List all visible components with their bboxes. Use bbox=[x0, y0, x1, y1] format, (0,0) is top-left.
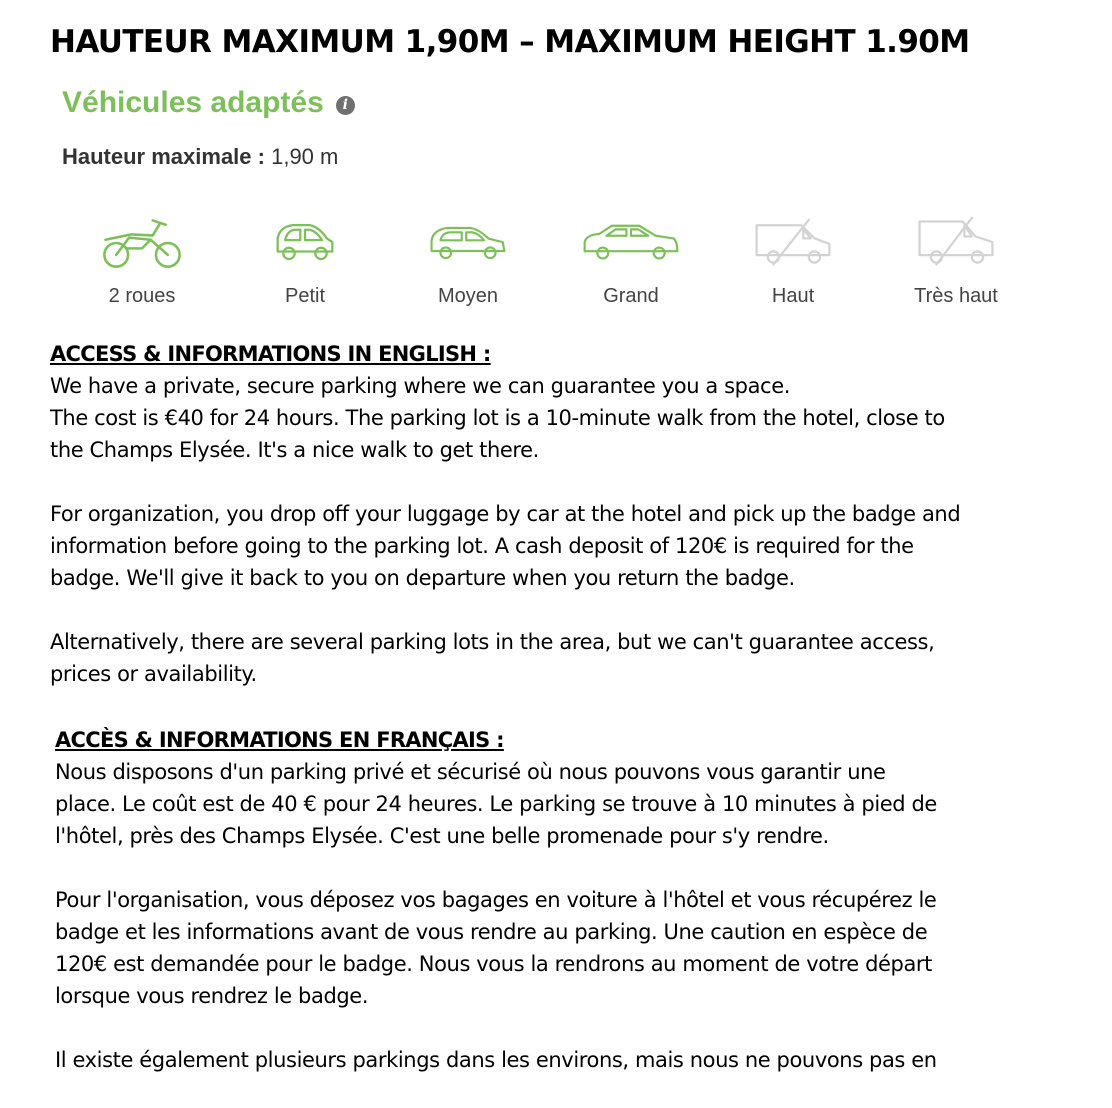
text-line: For organization, you drop off your luggage by car at the hotel and pick up the badge and bbox=[50, 502, 961, 526]
english-paragraph-3 bbox=[50, 626, 1100, 690]
text-line: l'hôtel, près des Champs Elysée. C'est une belle promenade pour s'y rendre. bbox=[55, 824, 829, 848]
french-paragraph-3 bbox=[55, 1044, 1105, 1076]
text-line: Il existe également plusieurs parkings dans les environs, mais nous ne pouvons pas en bbox=[55, 1048, 937, 1072]
english-paragraph-2 bbox=[50, 498, 1100, 594]
vehicle-category-2-roues bbox=[62, 216, 222, 308]
vehicle-category-moyen bbox=[388, 216, 548, 308]
text-line: 120€ est demandée pour le badge. Nous vous la rendrons au moment de votre départ bbox=[55, 952, 932, 976]
text-line: Alternatively, there are several parking lots in the area, but we can't guarantee access, bbox=[50, 630, 935, 654]
motorcycle-icon bbox=[99, 216, 185, 270]
vehicle-category-label: 2 roues bbox=[108, 285, 176, 307]
max-height-value: 1,90 m bbox=[271, 144, 339, 169]
vehicle-category-label: Grand bbox=[603, 285, 659, 307]
english-heading: ACCESS & INFORMATIONS IN ENGLISH : bbox=[50, 342, 491, 366]
text-line: Pour l'organisation, vous déposez vos bagages en voiture à l'hôtel et vous récupérez le bbox=[55, 888, 937, 912]
vehicle-category-tres-haut bbox=[876, 216, 1036, 308]
vehicle-category-petit bbox=[225, 216, 385, 308]
text-line: the Champs Elysée. It's a nice walk to get there. bbox=[50, 438, 539, 462]
info-icon[interactable]: i bbox=[336, 96, 355, 115]
page-title: HAUTEUR MAXIMUM 1,90M – MAXIMUM HEIGHT 1.90M bbox=[50, 24, 970, 60]
french-heading: ACCÈS & INFORMATIONS EN FRANÇAIS : bbox=[55, 728, 504, 752]
vehicle-category-label: Haut bbox=[771, 285, 815, 307]
text-line: badge et les informations avant de vous rendre au parking. Une caution en espèce de bbox=[55, 920, 928, 944]
high-vehicle-icon bbox=[751, 216, 835, 270]
max-height-row bbox=[62, 144, 338, 170]
text-line: prices or availability. bbox=[50, 662, 257, 686]
french-paragraph-2 bbox=[55, 884, 1105, 1012]
text-line: information before going to the parking lot. A cash deposit of 120€ is required for the bbox=[50, 534, 914, 558]
vehicle-category-label: Petit bbox=[284, 285, 326, 307]
text-line: place. Le coût est de 40 € pour 24 heures. Le parking se trouve à 10 minutes à pied de bbox=[55, 792, 937, 816]
text-line: The cost is €40 for 24 hours. The parking lot is a 10-minute walk from the hotel, close to bbox=[50, 406, 945, 430]
vehicle-category-haut bbox=[713, 216, 873, 308]
vehicle-panel-heading-text: Véhicules adaptés bbox=[62, 86, 324, 119]
vehicle-category-grand bbox=[551, 216, 711, 308]
very-high-vehicle-icon bbox=[914, 216, 998, 270]
text-line: badge. We'll give it back to you on departure when you return the badge. bbox=[50, 566, 795, 590]
text-line: lorsque vous rendrez le badge. bbox=[55, 984, 369, 1008]
medium-car-icon bbox=[428, 216, 508, 270]
text-line: Nous disposons d'un parking privé et sécurisé où nous pouvons vous garantir une bbox=[55, 760, 886, 784]
french-info-section bbox=[55, 725, 1105, 1108]
text-line: We have a private, secure parking where we can guarantee you a space. bbox=[50, 374, 790, 398]
max-height-label: Hauteur maximale : bbox=[62, 144, 265, 169]
vehicle-panel-heading bbox=[62, 86, 355, 120]
vehicle-panel bbox=[50, 80, 1050, 320]
vehicle-category-label: Moyen bbox=[437, 285, 499, 307]
large-car-icon bbox=[581, 216, 681, 270]
french-paragraph-1 bbox=[55, 756, 1105, 852]
english-info-section bbox=[50, 339, 1100, 722]
small-car-icon bbox=[272, 216, 338, 270]
english-paragraph-1 bbox=[50, 370, 1100, 466]
vehicle-category-label: Très haut bbox=[914, 285, 998, 307]
